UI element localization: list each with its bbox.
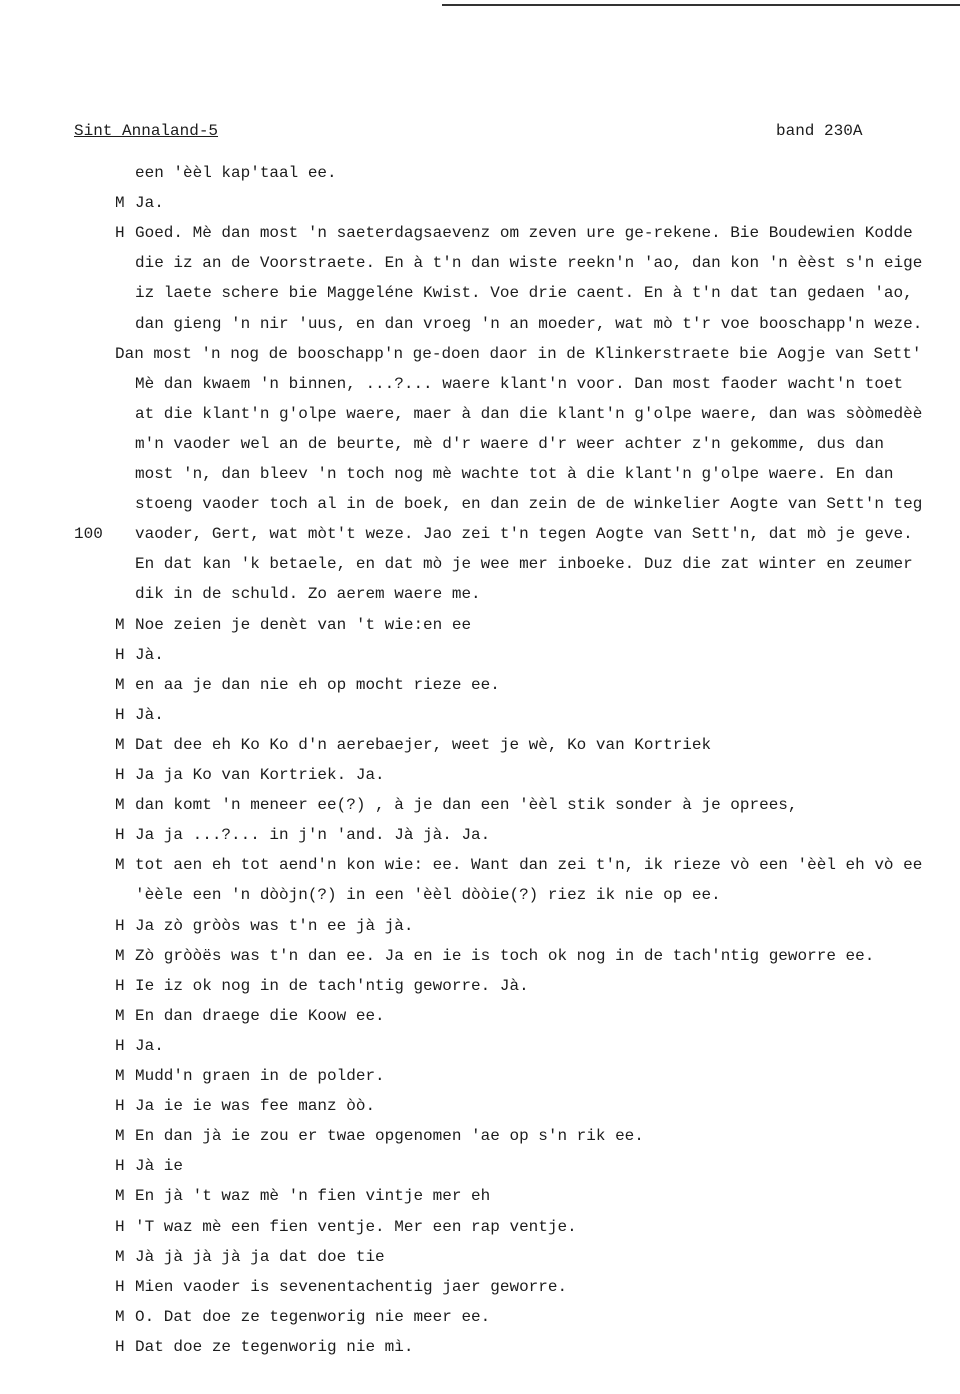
line-text: Ie iz ok nog in de tach'ntig geworre. Jà.	[135, 977, 529, 995]
line-text: Ja ie ie was fee manz òò.	[135, 1097, 376, 1115]
speaker-label: M	[115, 616, 125, 634]
speaker-label: H	[115, 826, 125, 844]
line-text: stoeng vaoder toch al in de boek, en dan zein de de winkelier Aogte van Sett'n teg	[135, 495, 923, 513]
line-text: Dat dee eh Ko Ko d'n aerebaejer, weet je wè, Ko van Kortriek	[135, 736, 712, 754]
line-text: iz laete schere bie Maggeléne Kwist. Voe drie caent. En à t'n dat tan gedaen 'ao,	[135, 284, 913, 302]
line-text: En jà 't waz mè 'n fien vintje mer eh	[135, 1187, 491, 1205]
line-text: 'T waz mè een fien ventje. Mer een rap ventje.	[135, 1218, 577, 1236]
line-text: en aa je dan nie eh op mocht rieze ee.	[135, 676, 500, 694]
speaker-label: H	[115, 917, 125, 935]
line-text: dik in de schuld. Zo aerem waere me.	[135, 585, 481, 603]
line-text: Jà.	[135, 706, 164, 724]
line-text: Jà jà jà jà ja dat doe tie	[135, 1248, 385, 1266]
speaker-label: M	[115, 856, 125, 874]
line-text: most 'n, dan bleev 'n toch nog mè wachte tot à die klant'n g'olpe waere. En dan	[135, 465, 894, 483]
line-text: En dat kan 'k betaele, en dat mò je wee mer inboeke. Duz die zat winter en zeumer	[135, 555, 913, 573]
speaker-label: M	[115, 1127, 125, 1145]
line-text: Ja.	[135, 1037, 164, 1055]
top-rule	[442, 4, 960, 6]
line-text: dan gieng 'n nir 'uus, en dan vroeg 'n an moeder, wat mò t'r voe booschapp'n weze.	[135, 315, 923, 333]
line-text: Dan most 'n nog de booschapp'n ge-doen daor in de Klinkerstraete bie Aogje van Sett'	[115, 345, 922, 363]
line-text: Mien vaoder is sevenentachentig jaer geworre.	[135, 1278, 568, 1296]
speaker-label: M	[115, 194, 125, 212]
line-text: dan komt 'n meneer ee(?) , à je dan een 'èèl stik sonder à je oprees,	[135, 796, 798, 814]
speaker-label: H	[115, 766, 125, 784]
line-text: Zò gròòës was t'n dan ee. Ja en ie is toch ok nog in de tach'ntig geworre ee.	[135, 947, 875, 965]
line-text: Noe zeien je denèt van 't wie:en ee	[135, 616, 472, 634]
line-text: Ja ja ...?... in j'n 'and. Jà jà. Ja.	[135, 826, 491, 844]
line-text: Mudd'n graen in de polder.	[135, 1067, 385, 1085]
line-text: O. Dat doe ze tegenworig nie meer ee.	[135, 1308, 491, 1326]
line-text: En dan jà ie zou er twae opgenomen 'ae op s'n rik ee.	[135, 1127, 644, 1145]
speaker-label: H	[115, 1097, 125, 1115]
page-title: Sint Annaland-5	[74, 122, 219, 140]
speaker-label: M	[115, 1007, 125, 1025]
speaker-label: M	[115, 947, 125, 965]
speaker-label: M	[115, 796, 125, 814]
line-text: Jà.	[135, 646, 164, 664]
speaker-label: H	[115, 1338, 125, 1356]
speaker-label: M	[115, 1248, 125, 1266]
speaker-label: M	[115, 1067, 125, 1085]
speaker-label: H	[115, 224, 125, 242]
line-text: Ja zò gròòs was t'n ee jà jà.	[135, 917, 414, 935]
line-text: een 'èèl kap'taal ee.	[135, 164, 337, 182]
line-text: tot aen eh tot aend'n kon wie: ee. Want dan zei t'n, ik rieze vò een 'èèl eh vò ee	[135, 856, 923, 874]
speaker-label: H	[115, 706, 125, 724]
line-text: m'n vaoder wel an de beurte, mè d'r waere d'r weer achter z'n gekomme, dus dan	[135, 435, 884, 453]
line-text: at die klant'n g'olpe waere, maer à dan die klant'n g'olpe waere, dan was sòòmedèè	[135, 405, 923, 423]
speaker-label: H	[115, 1278, 125, 1296]
speaker-label: M	[115, 736, 125, 754]
speaker-label: H	[115, 977, 125, 995]
speaker-label: H	[115, 1157, 125, 1175]
line-text: Jà ie	[135, 1157, 184, 1175]
speaker-label: H	[115, 646, 125, 664]
speaker-label: M	[115, 1308, 125, 1326]
line-text: En dan draege die Koow ee.	[135, 1007, 385, 1025]
speaker-label: M	[115, 1187, 125, 1205]
line-text: die iz an de Voorstraete. En à t'n dan wiste reekn'n 'ao, dan kon 'n èèst s'n eige	[135, 254, 923, 272]
speaker-label: H	[115, 1218, 125, 1236]
line-text: Ja.	[135, 194, 164, 212]
line-text: 'èèle een 'n dòòjn(?) in een 'èèl dòòie(?) riez ik nie op ee.	[135, 886, 721, 904]
line-text: Dat doe ze tegenworig nie mì.	[135, 1338, 414, 1356]
speaker-label: M	[115, 676, 125, 694]
band-label: band 230A	[776, 122, 863, 140]
line-text: Ja ja Ko van Kortriek. Ja.	[135, 766, 385, 784]
line-text: Goed. Mè dan most 'n saeterdagsaevenz om zeven ure ge-rekene. Bie Boudewien Kodde	[135, 224, 913, 242]
line-number: 100	[74, 525, 103, 543]
line-text: vaoder, Gert, wat mòt't weze. Jao zei t'n tegen Aogte van Sett'n, dat mò je geve.	[135, 525, 913, 543]
speaker-label: H	[115, 1037, 125, 1055]
line-text: Mè dan kwaem 'n binnen, ...?... waere klant'n voor. Dan most faoder wacht'n toet	[135, 375, 904, 393]
